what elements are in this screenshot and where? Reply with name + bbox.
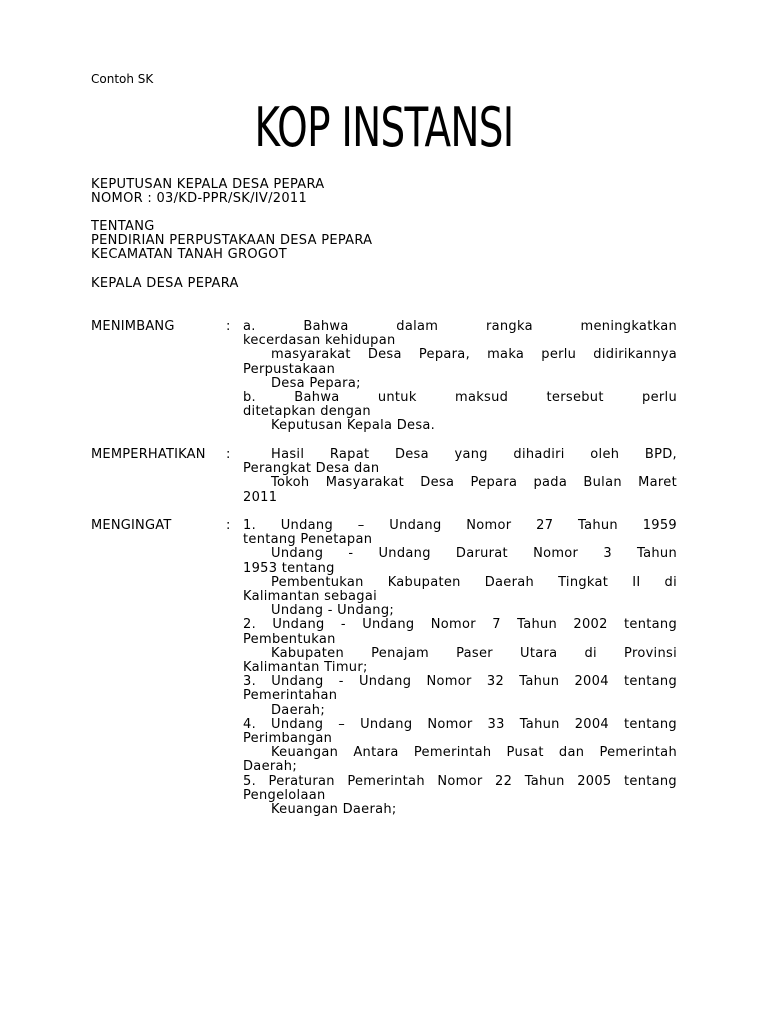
menimbang-line: Desa Pepara; (271, 375, 361, 391)
mengingat-line: tentang Penetapan (243, 532, 373, 548)
mengingat-line: 4. Undang – Undang Nomor 33 Tahun 2004 tentang (243, 716, 677, 732)
mengingat-line: Undang - Undang Darurat Nomor 3 Tahun (271, 546, 677, 562)
mengingat-line: 5. Peraturan Pemerintah Nomor 22 Tahun 2005 tentang (243, 773, 677, 789)
mengingat-line: Pemerintahan (243, 688, 338, 704)
mengingat-line: Pembentukan Kabupaten Daerah Tingkat II di (271, 574, 677, 590)
menimbang-line: b. Bahwa untuk maksud tersebut perlu (243, 390, 677, 406)
memperhatikan-line: Perangkat Desa dan (243, 461, 380, 477)
memperhatikan-label: MEMPERHATIKAN (91, 447, 206, 462)
mengingat-line: Pembentukan (243, 631, 336, 647)
tentang-label: TENTANG (91, 219, 155, 234)
decree-title-line1: KEPUTUSAN KEPALA DESA PEPARA (91, 177, 325, 192)
mengingat-line: 1953 tentang (243, 560, 335, 576)
subject-line1: PENDIRIAN PERPUSTAKAAN DESA PEPARA (91, 233, 373, 248)
mengingat-content (243, 519, 677, 817)
mengingat-line: Daerah; (271, 702, 326, 718)
mengingat-label: MENGINGAT (91, 518, 172, 533)
issuing-authority: KEPALA DESA PEPARA (91, 276, 239, 291)
memperhatikan-line: 2011 (243, 489, 278, 505)
mengingat-line: 2. Undang - Undang Nomor 7 Tahun 2002 tentang (243, 617, 677, 633)
menimbang-line: ditetapkan dengan (243, 404, 371, 420)
subject-line2: KECAMATAN TANAH GROGOT (91, 247, 288, 262)
mengingat-line: Kalimantan sebagai (243, 589, 378, 605)
mengingat-line: Keuangan Daerah; (271, 802, 397, 818)
memperhatikan-line: Tokoh Masyarakat Desa Pepara pada Bulan Maret (271, 475, 677, 491)
letterhead-title: KOP INSTANSI (254, 96, 514, 159)
mengingat-line: 3. Undang - Undang Nomor 32 Tahun 2004 tentang (243, 674, 677, 690)
menimbang-line: a. Bahwa dalam rangka meningkatkan (243, 319, 677, 334)
memperhatikan-line: Hasil Rapat Desa yang dihadiri oleh BPD, (271, 447, 677, 462)
menimbang-line: Keputusan Kepala Desa. (271, 418, 436, 434)
decree-subject (91, 220, 372, 262)
mengingat-line: Kalimantan Timur; (243, 660, 368, 676)
mengingat-line: Pengelolaan (243, 787, 326, 803)
mengingat-line: Keuangan Antara Pemerintah Pusat dan Pemerintah (271, 745, 677, 761)
menimbang-line: Perpustakaan (243, 361, 336, 377)
mengingat-line: Perimbangan (243, 731, 333, 747)
menimbang-colon: : (226, 319, 231, 334)
mengingat-line: Kabupaten Penajam Paser Utara di Provinsi (271, 645, 677, 661)
menimbang-line: kecerdasan kehidupan (243, 333, 396, 349)
mengingat-colon: : (226, 518, 231, 533)
menimbang-content (243, 320, 677, 434)
menimbang-line: masyarakat Desa Pepara, maka perlu didirikannya (271, 347, 677, 363)
decree-header (91, 178, 325, 206)
mengingat-line: Daerah; (243, 759, 298, 775)
memperhatikan-content (243, 448, 677, 505)
top-note: Contoh SK (91, 72, 154, 86)
decree-number: NOMOR : 03/KD-PPR/SK/IV/2011 (91, 191, 308, 206)
menimbang-label: MENIMBANG (91, 319, 175, 334)
mengingat-line: Undang - Undang; (271, 603, 395, 619)
mengingat-line: 1. Undang – Undang Nomor 27 Tahun 1959 (243, 518, 677, 533)
memperhatikan-colon: : (226, 447, 231, 462)
